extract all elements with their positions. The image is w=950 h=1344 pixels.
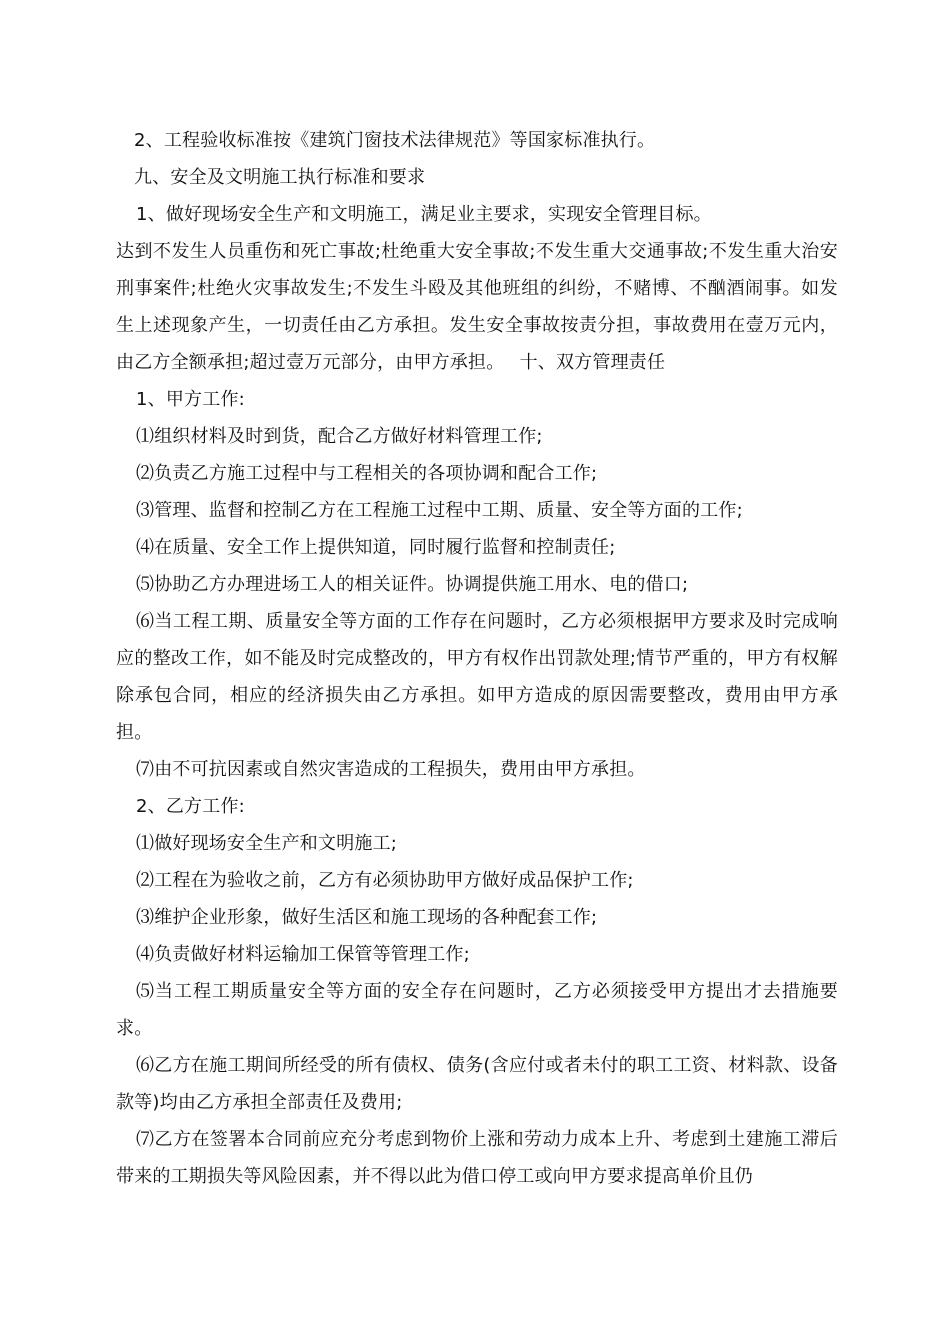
party-a-item-6: ⑹当工程工期、质量安全等方面的工作存在问题时，乙方必须根据甲方要求及时完成响应的整改工作，如不能及时完成整改的，甲方有权作出罚款处理;情节严重的，甲方有权解除承包合同，相应的经济损失由乙方承担。如甲方造成的原因需要整改，费用由甲方承担。 — [116, 611, 838, 743]
subheading-party-a-work: 1、甲方工作: — [136, 389, 245, 410]
section-heading-safety: 九、安全及文明施工执行标准和要求 — [134, 167, 426, 188]
party-b-item-7: ⑺乙方在签署本合同前应充分考虑到物价上涨和劳动力成本上升、考虑到土建施工滞后带来的工期损失等风险因素，并不得以此为借口停工或向甲方要求提高单价且仍 — [116, 1129, 838, 1187]
party-a-item-7: ⑺由不可抗因素或自然灾害造成的工程损失，费用由甲方承担。 — [136, 759, 646, 780]
party-b-item-5: ⑸当工程工期质量安全等方面的安全存在问题时，乙方必须接受甲方提出才去措施要求。 — [116, 981, 838, 1039]
party-b-item-6: ⑹乙方在施工期间所经受的所有债权、债务(含应付或者未付的职工工资、材料款、设备款等)均由乙方承担全部责任及费用; — [116, 1055, 838, 1113]
party-b-item-2: ⑵工程在为验收之前，乙方有必须协助甲方做好成品保护工作; — [136, 870, 634, 891]
party-b-item-1: ⑴做好现场安全生产和文明施工; — [136, 833, 398, 854]
party-a-item-1: ⑴组织材料及时到货，配合乙方做好材料管理工作; — [136, 426, 543, 447]
party-a-item-2: ⑵负责乙方施工过程中与工程相关的各项协调和配合工作; — [136, 463, 598, 484]
subheading-party-b-work: 2、乙方工作: — [136, 796, 245, 817]
paragraph-safety-goal: 1、做好现场安全生产和文明施工，满足业主要求，实现安全管理目标。 — [136, 204, 712, 225]
document-body — [116, 122, 838, 1195]
party-b-item-3: ⑶维护企业形象，做好生活区和施工现场的各种配套工作; — [136, 907, 598, 928]
party-a-item-5: ⑸协助乙方办理进场工人的相关证件。协调提供施工用水、电的借口; — [136, 574, 689, 595]
party-a-item-3: ⑶管理、监督和控制乙方在工程施工过程中工期、质量、安全等方面的工作; — [136, 500, 743, 521]
party-a-item-4: ⑷在质量、安全工作上提供知道，同时履行监督和控制责任; — [136, 537, 616, 558]
party-b-item-4: ⑷负责做好材料运输加工保管等管理工作; — [136, 944, 470, 965]
paragraph-safety-details: 达到不发生人员重伤和死亡事故;杜绝重大安全事故;不发生重大交通事故;不发生重大治安刑事案件;杜绝火灾事故发生;不发生斗殴及其他班组的纠纷，不赌博、不酗酒闹事。如发生上述现象产生，一切责任由乙方承担。发生安全事故按责分担，事故费用在壹万元内，由乙方全额承担;超过壹万元部分，由甲方承担。 十、双方管理责任 — [116, 241, 838, 373]
paragraph-acceptance-standard: 2、工程验收标准按《建筑门窗技术法律规范》等国家标准执行。 — [134, 130, 656, 151]
